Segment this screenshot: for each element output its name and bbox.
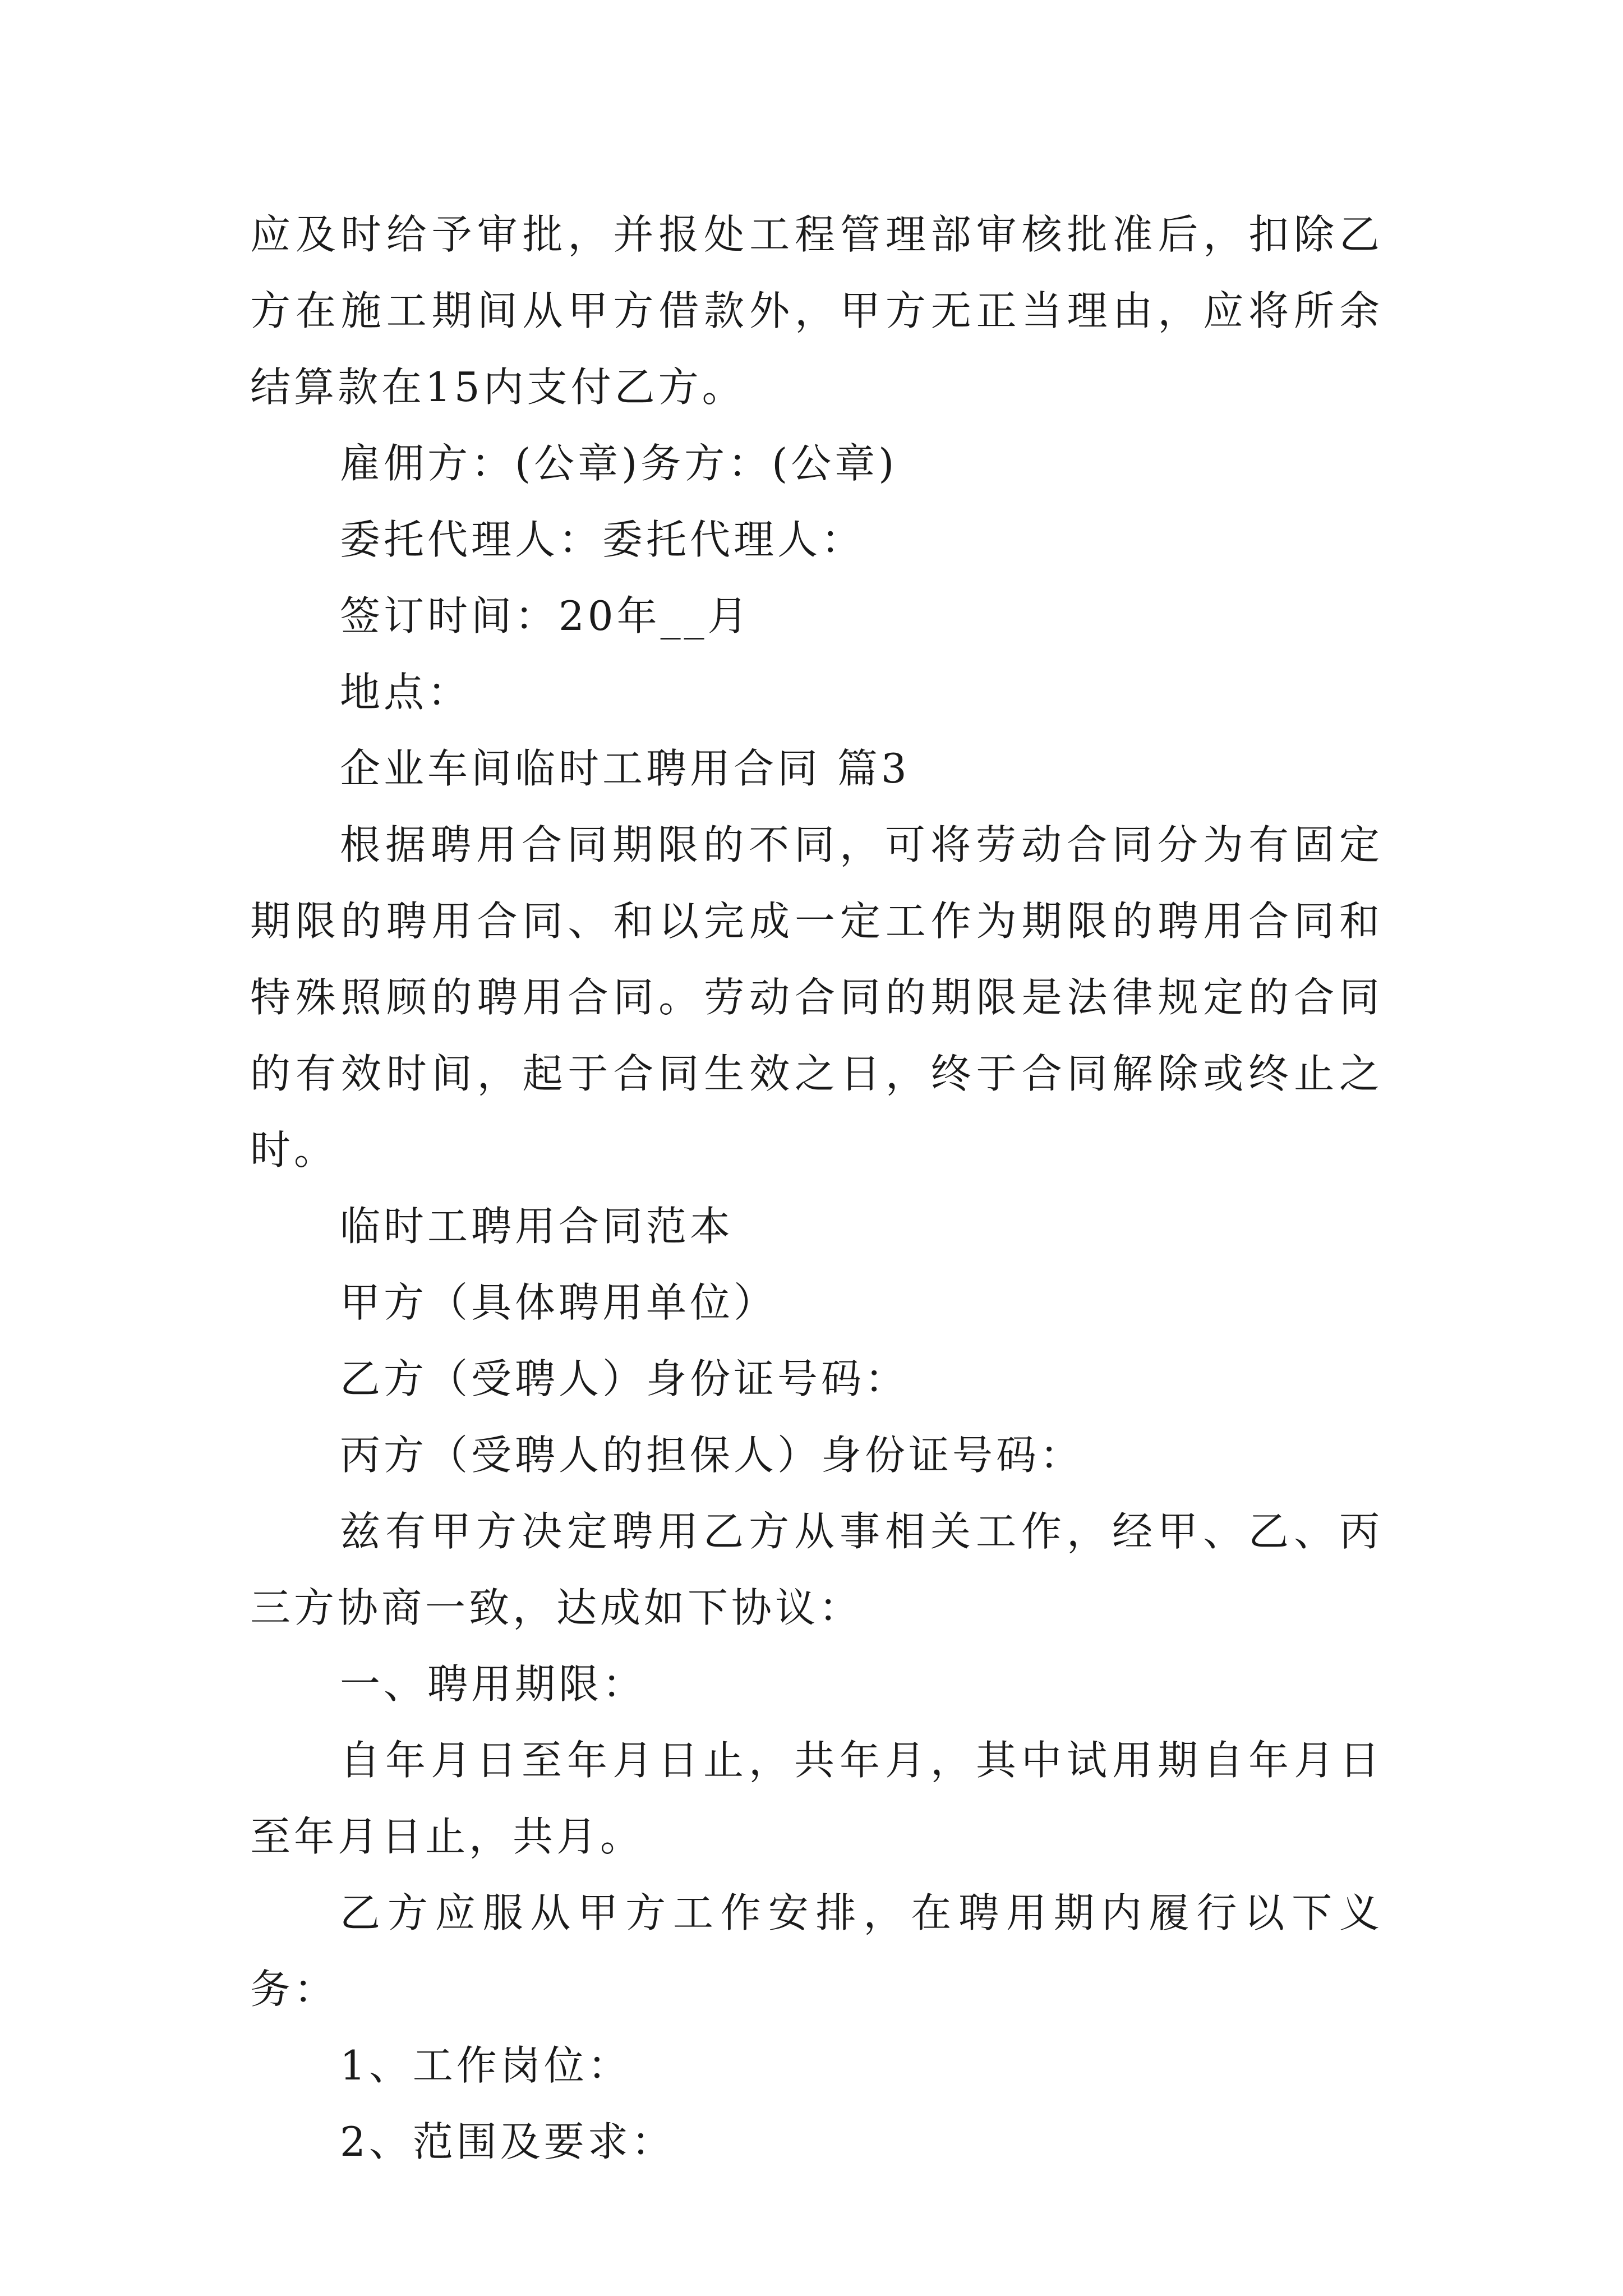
section-heading-part-3: 企业车间临时工聘用合同 篇3 [340, 745, 910, 792]
party-a-line: 甲方（具体聘用单位） [340, 1279, 778, 1326]
clause-heading-term: 一、聘用期限： [340, 1660, 647, 1708]
paragraph-employer-seal: 雇佣方：(公章)务方：(公章) [340, 440, 898, 487]
paragraph-contract-term-types: 根据聘用合同期限的不同，可将劳动合同分为有固定期限的聘用合同、和以完成一定工作为期限的聘用合同和特殊照顾的聘用合同。劳动合同的期限是法律规定的合同的有效时间，起于合同生效之日，终于合同解除或终止之时。 [250, 821, 1383, 1174]
paragraph-term-dates: 自年月日至年月日止，共年月，其中试用期自年月日至年月日止，共月。 [250, 1737, 1383, 1860]
paragraph-obligations-intro: 乙方应服从甲方工作安排，在聘用期内履行以下义务： [250, 1889, 1383, 2013]
document-body [250, 196, 1383, 2180]
paragraph-sign-date: 签订时间：20年__月 [340, 592, 751, 639]
paragraph-approval-payment: 应及时给予审批，并报处工程管理部审核批准后，扣除乙方在施工期间从甲方借款外，甲方无正当理由，应将所余结算款在15内支付乙方。 [250, 211, 1383, 411]
party-c-line: 丙方（受聘人的担保人）身份证号码： [340, 1432, 1084, 1479]
party-b-line: 乙方（受聘人）身份证号码： [340, 1355, 909, 1402]
paragraph-location: 地点： [340, 669, 472, 716]
list-item-scope-requirements: 2、范围及要求： [340, 2118, 675, 2165]
paragraph-agents: 委托代理人：委托代理人： [340, 516, 865, 563]
list-item-job-position: 1、工作岗位： [340, 2042, 631, 2089]
paragraph-agreement-intro: 兹有甲方决定聘用乙方从事相关工作，经甲、乙、丙三方协商一致，达成如下协议： [250, 1508, 1383, 1631]
template-title: 临时工聘用合同范本 [340, 1203, 734, 1250]
